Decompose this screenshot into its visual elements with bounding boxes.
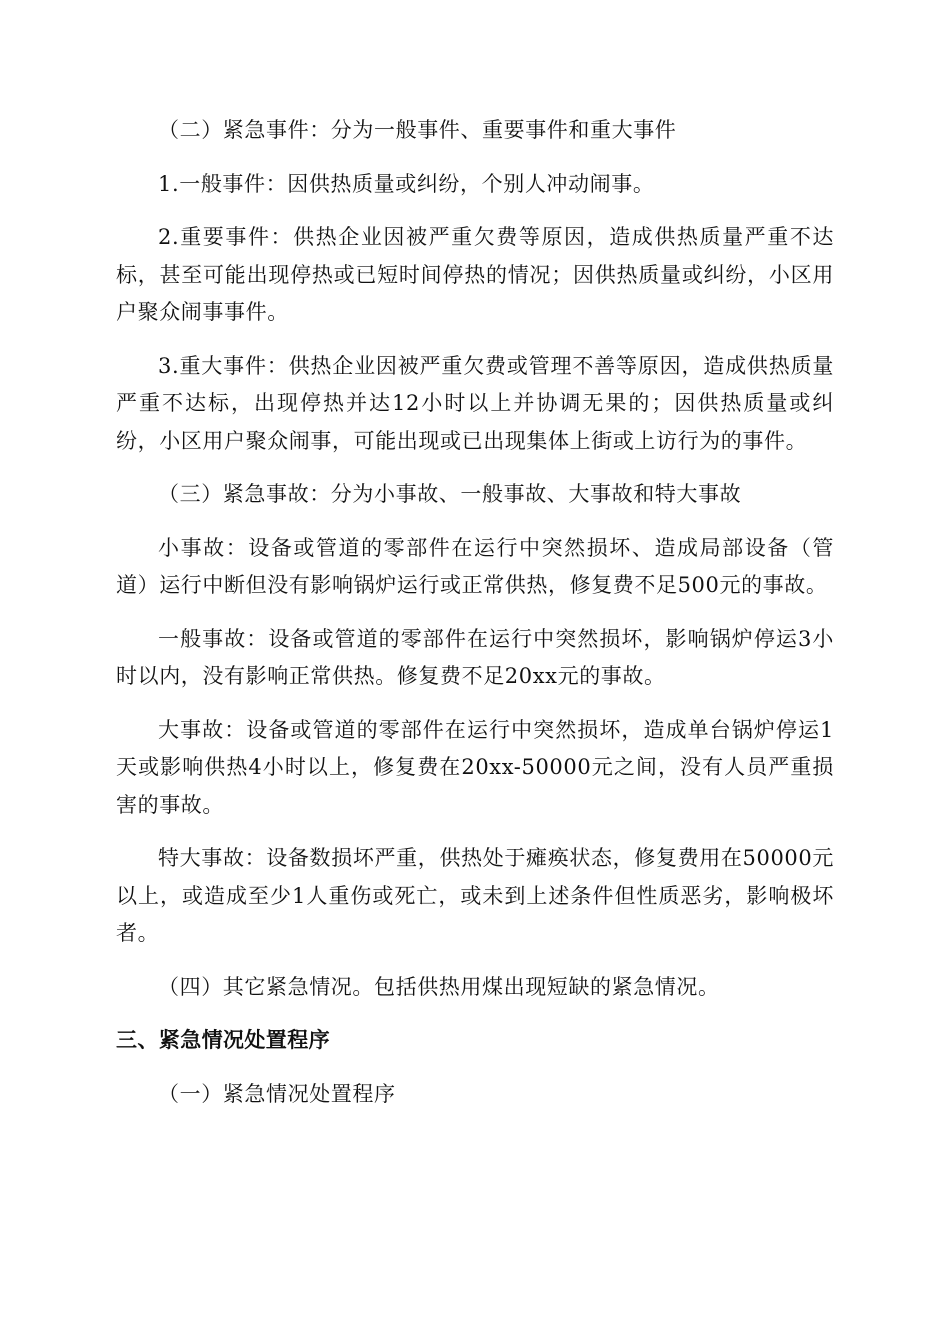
section-heading: 三、紧急情况处置程序 — [116, 1028, 330, 1052]
sub-heading: （一）紧急情况处置程序 — [158, 1081, 396, 1106]
paragraph-extraordinary-accident: 特大事故：设备数损坏严重，供热处于瘫痪状态，修复费用在50000元以上，或造成至少1人重伤或死亡，或未到上述条件但性质恶劣，影响极坏者。 — [116, 846, 834, 945]
paragraph-emergency-accidents: （三）紧急事故：分为小事故、一般事故、大事故和特大事故 — [158, 482, 742, 506]
document-body — [116, 112, 834, 1129]
paragraph-emergency-events: （二）紧急事件：分为一般事件、重要事件和重大事件 — [158, 118, 677, 142]
paragraph-minor-accident: 小事故：设备或管道的零部件在运行中突然损坏、造成局部设备（管道）运行中断但没有影响锅炉运行或正常供热，修复费不足500元的事故。 — [116, 535, 834, 597]
paragraph-major-accident: 大事故：设备或管道的零部件在运行中突然损坏，造成单台锅炉停运1天或影响供热4小时以上，修复费在20xx-50000元之间，没有人员严重损害的事故。 — [116, 717, 834, 817]
paragraph-other-emergencies: （四）其它紧急情况。包括供热用煤出现短缺的紧急情况。 — [158, 974, 720, 999]
paragraph-general-accident: 一般事故：设备或管道的零部件在运行中突然损坏，影响锅炉停运3小时以内，没有影响正常供热。修复费不足20xx元的事故。 — [116, 626, 834, 688]
paragraph-important-event: 2.重要事件：供热企业因被严重欠费等原因，造成供热质量严重不达标，甚至可能出现停热或已短时间停热的情况；因供热质量或纠纷，小区用户聚众闹事事件。 — [116, 225, 834, 324]
paragraph-major-event: 3.重大事件：供热企业因被严重欠费或管理不善等原因，造成供热质量严重不达标，出现停热并达12小时以上并协调无果的；因供热质量或纠纷，小区用户聚众闹事，可能出现或已出现集体上街或上访行为的事件。 — [116, 353, 834, 453]
paragraph-general-event: 1.一般事件：因供热质量或纠纷，个别人冲动闹事。 — [158, 171, 655, 196]
